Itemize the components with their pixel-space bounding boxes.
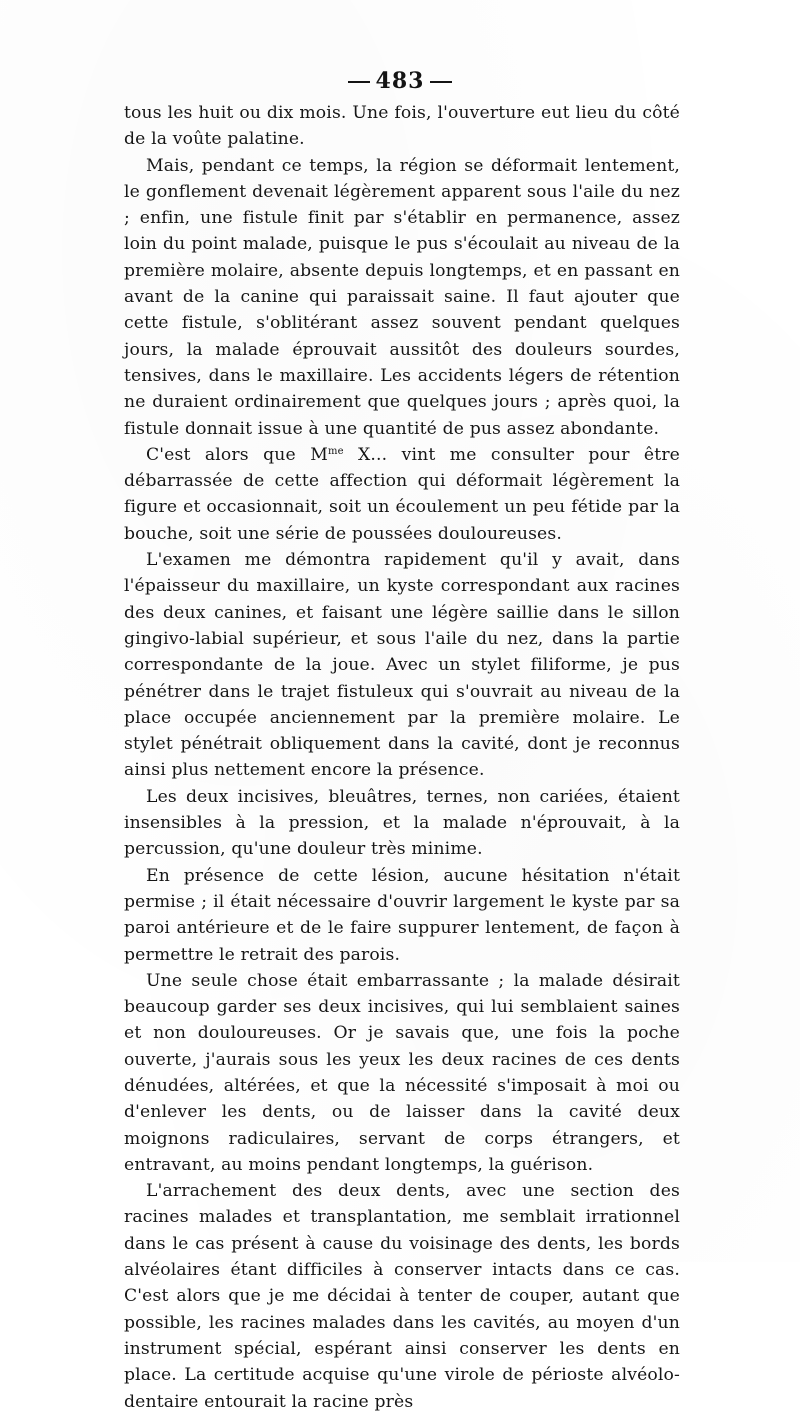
- paragraph-3: [124, 442, 680, 547]
- madame-superscript: me: [327, 445, 344, 457]
- paragraph-6: En présence de cette lésion, aucune hésitation n'était permise ; il était nécessaire d'ouvrir largement le kyste par sa paroi antérieure et de le faire suppurer lentement, de façon à permettre le retrait des parois.: [124, 865, 680, 965]
- header-dash-right: [430, 81, 452, 83]
- paragraph-4: L'examen me démontra rapidement qu'il y avait, dans l'épaisseur du maxillaire, un kyste correspondant aux racines des deux canines, et faisant une légère saillie dans le sillon gingivo-labial supérieur, et sous l'aile du nez, dans la partie correspondante de la joue. Avec un stylet filiforme, je pus pénétrer dans le trajet fistuleux qui s'ouvrait au niveau de la place occupée anciennement par la première molaire. Le stylet pénétrait obliquement dans la cavité, dont je reconnus ainsi plus nettement encore la présence.: [124, 550, 680, 781]
- paragraph-3-start: C'est alors que M: [146, 444, 328, 465]
- paragraph-7: Une seule chose était embarrassante ; la malade désirait beaucoup garder ses deux incisives, qui lui semblaient saines et non douloureuses. Or je savais que, une fois la poche ouverte, j'aurais sous les yeux les deux racines de ces dents dénudées, altérées, et que la nécessité s'imposait à moi ou d'enlever les dents, ou de laisser dans la cavité deux moignons radiculaires, servant de corps étrangers, et entravant, au moins pendant longtemps, la guérison.: [124, 970, 680, 1175]
- page-header: [0, 68, 800, 94]
- page-number: 483: [375, 68, 425, 94]
- body-text: [124, 100, 680, 1415]
- paragraph-8: L'arrachement des deux dents, avec une section des racines malades et transplantation, me semblait irrationnel dans le cas présent à cause du voisinage des dents, les bords alvéolaires étant difficiles à conserver intacts dans ce cas. C'est alors que je me décidai à tenter de couper, autant que possible, les racines malades dans les cavités, au moyen d'un instrument spécial, espérant ainsi conserver les dents en place. La certitude acquise qu'une virole de périoste alvéolo-dentaire entourait la racine près: [124, 1181, 680, 1412]
- paragraph-2: Mais, pendant ce temps, la région se déformait lentement, le gonflement devenait légèrement apparent sous l'aile du nez ; enfin, une fistule finit par s'établir en permanence, assez loin du point malade, puisque le pus s'écoulait au niveau de la première molaire, absente depuis longtemps, et en passant en avant de la canine qui paraissait saine. Il faut ajouter que cette fistule, s'oblitérant assez souvent pendant quelques jours, la malade éprouvait aussitôt des douleurs sourdes, tensives, dans le maxillaire. Les accidents légers de rétention ne duraient ordinairement que quelques jours ; après quoi, la fistule donnait issue à une quantité de pus assez abondante.: [124, 155, 680, 439]
- header-dash-left: [348, 81, 370, 83]
- paragraph-3-rest: X... vint me consulter pour être débarrassée de cette affection qui déformait légèrement la figure et occasionnait, soit un écoulement un peu fétide par la bouche, soit une série de poussées douloureuses.: [124, 444, 681, 544]
- paragraph-5: Les deux incisives, bleuâtres, ternes, non cariées, étaient insensibles à la pression, et la malade n'éprouvait, à la percussion, qu'une douleur très minime.: [124, 786, 680, 860]
- paragraph-1: tous les huit ou dix mois. Une fois, l'ouverture eut lieu du côté de la voûte palatine.: [124, 103, 680, 150]
